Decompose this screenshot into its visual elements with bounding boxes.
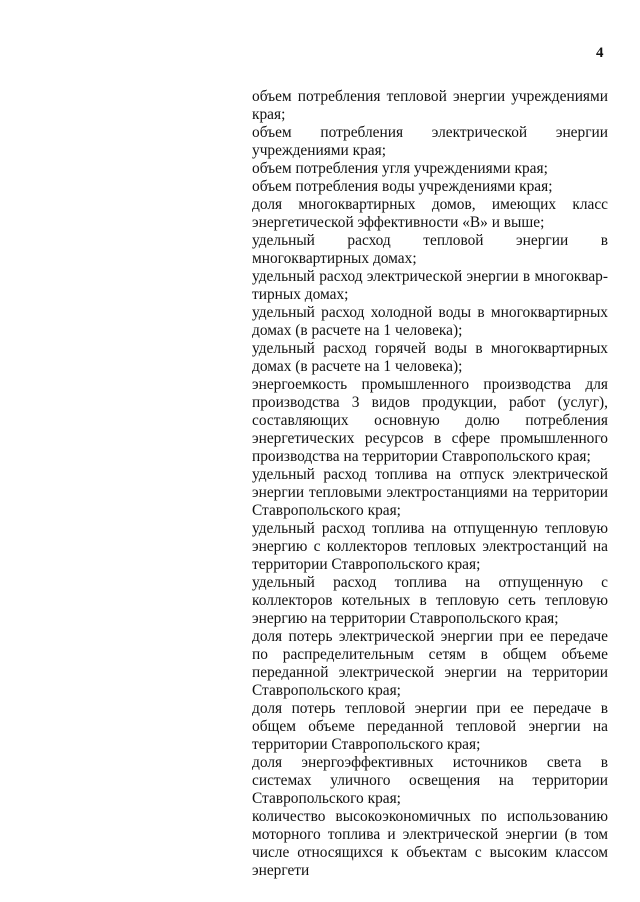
indicator-item: объем потребления воды учреждениями края;: [252, 178, 553, 195]
indicator-item: удельный расход топлива на отпущенную тепловую энергию с коллекторов тепловых электростанций на территории Ставропольского края;: [252, 520, 608, 573]
indicator-item: удельный расход топлива на отпущенную с коллекторов котельных в тепловую сеть тепловую энергию на территории Ставропольского края;: [252, 574, 608, 627]
indicator-item: удельный расход электрической энергии в многоквартирных домах;: [252, 268, 608, 303]
indicator-item: доля многоквартирных домов, имеющих класс энергетической эффективности «В» и выше;: [252, 196, 608, 231]
indicator-item: доля потерь электрической энергии при ее передаче по распределительным сетям в общем объеме переданной электрической энергии на территории Ставропольского края;: [252, 628, 608, 699]
indicator-item: удельный расход холодной воды в многоквартирных домах (в расчете на 1 человека);: [252, 304, 608, 339]
indicator-item: объем потребления электрической энергии учреждениями края;: [252, 124, 608, 159]
indicator-item: доля энергоэффективных источников света в системах уличного освещения на территории Ставропольского края;: [252, 754, 608, 807]
indicator-item: удельный расход топлива на отпуск электрической энергии тепловыми электростанциями на территории Ставропольского края;: [252, 466, 608, 519]
indicator-item: объем потребления угля учреждениями края;: [252, 160, 548, 177]
page-number: 4: [596, 45, 604, 61]
indicator-item: удельный расход тепловой энергии в многоквартирных домах;: [252, 232, 608, 267]
indicator-item: удельный расход горячей воды в многоквартирных домах (в расчете на 1 человека);: [252, 340, 608, 375]
indicator-item: доля потерь тепловой энергии при ее передаче в общем объеме переданной тепловой энергии на территории Ставропольского края;: [252, 700, 608, 753]
indicator-item: объем потребления тепловой энергии учреждениями края;: [252, 88, 608, 123]
indicator-item: энергоемкость промышленного производства для производства 3 видов продукции, работ (услуг), составляющих основную долю потребления энергетических ресурсов в сфере промышленного производства на территории Ставропольского края;: [252, 376, 608, 465]
indicator-item: количество высокоэкономичных по использованию моторного топлива и электрической энергии (в том числе относящихся к объектам с высоким классом энергети: [252, 808, 608, 879]
text-column: [252, 88, 608, 880]
